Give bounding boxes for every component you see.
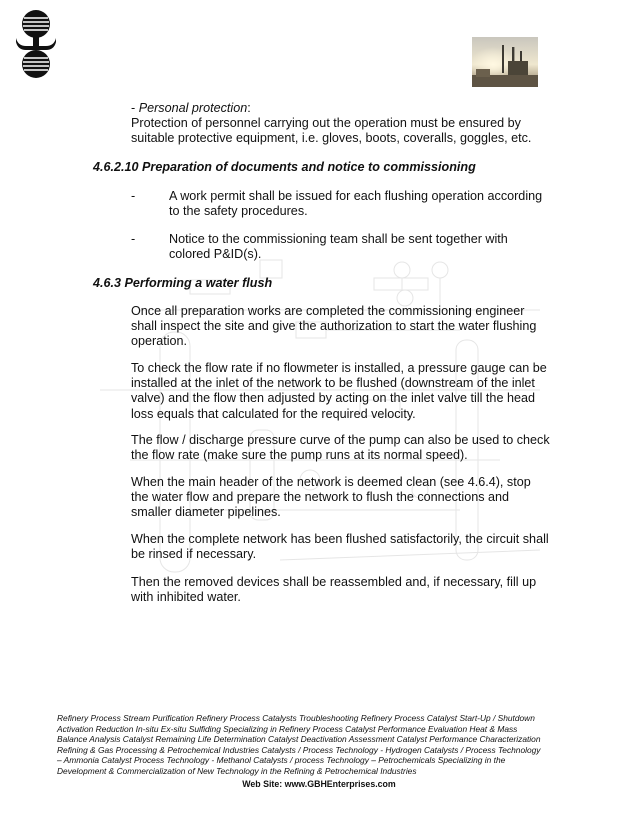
list-dash: -: [131, 189, 136, 203]
section-heading-4-6-3: 4.6.3 Performing a water flush: [93, 276, 273, 290]
list-dash: -: [131, 232, 136, 246]
personal-protection-label-line: - Personal protection:: [131, 101, 251, 115]
paragraph: Then the removed devices shall be reassembled and, if necessary, fill up with inhibited water.: [131, 575, 537, 605]
refinery-photo: [472, 37, 538, 87]
paragraph: The flow / discharge pressure curve of the pump can also be used to check the flow rate (make sure the pump runs at its normal speed).: [131, 433, 550, 463]
footer-text: Refinery Process Stream Purification Refinery Process Catalysts Troubleshooting Refinery Process Catalyst Start-Up / Shutdown Activation Reduction In-situ Ex-situ Sulfiding Specializing in Refinery Process Catalyst Performance Evaluation Heat & Mass Balance Analysis Catalyst Remaining Life Determination Catalyst Deactivation Assessment Catalyst Performance Characterization Refining & Gas Processing & Petrochemical Industries Catalysts / Process Technology - Hydrogen Catalysts / Process Technology – Ammonia Catalyst Process Technology - Methanol Catalysts / process Technology – Petrochemicals Specializing in the Development & Commercialization of New Technology in the Refining & Petrochemical Industries: [57, 713, 541, 776]
paragraph: Once all preparation works are completed the commissioning engineer shall inspect the site and give the authorization to start the water flushing operation.: [131, 304, 537, 349]
list-item: Notice to the commissioning team shall be sent together with colored P&ID(s).: [169, 232, 508, 262]
paragraph: When the complete network has been flushed satisfactorily, the circuit shall be rinsed if necessary.: [131, 532, 549, 562]
paragraph: When the main header of the network is deemed clean (see 4.6.4), stop the water flow and prepare the network to flush the connections and smaller diameter pipelines.: [131, 475, 531, 520]
section-heading-4-6-2-10: 4.6.2.10 Preparation of documents and notice to commissioning: [93, 160, 476, 174]
personal-protection-text: Protection of personnel carrying out the operation must be ensured by suitable protective equipment, i.e. gloves, boots, coveralls, goggles, etc.: [131, 116, 532, 146]
footer-website: Web Site: www.GBHEnterprises.com: [242, 779, 396, 789]
paragraph: To check the flow rate if no flowmeter is installed, a pressure gauge can be installed at the inlet of the network to be flushed (downstream of the inlet valve) and the flow then adjusted by acting on the inlet valve till the head loss equals that calculated for the required velocity.: [131, 361, 547, 421]
personal-protection-colon: :: [247, 101, 251, 115]
list-item: A work permit shall be issued for each flushing operation according to the safety procedures.: [169, 189, 543, 219]
personal-protection-label: Personal protection: [138, 101, 248, 115]
company-logo-icon: [14, 8, 58, 80]
